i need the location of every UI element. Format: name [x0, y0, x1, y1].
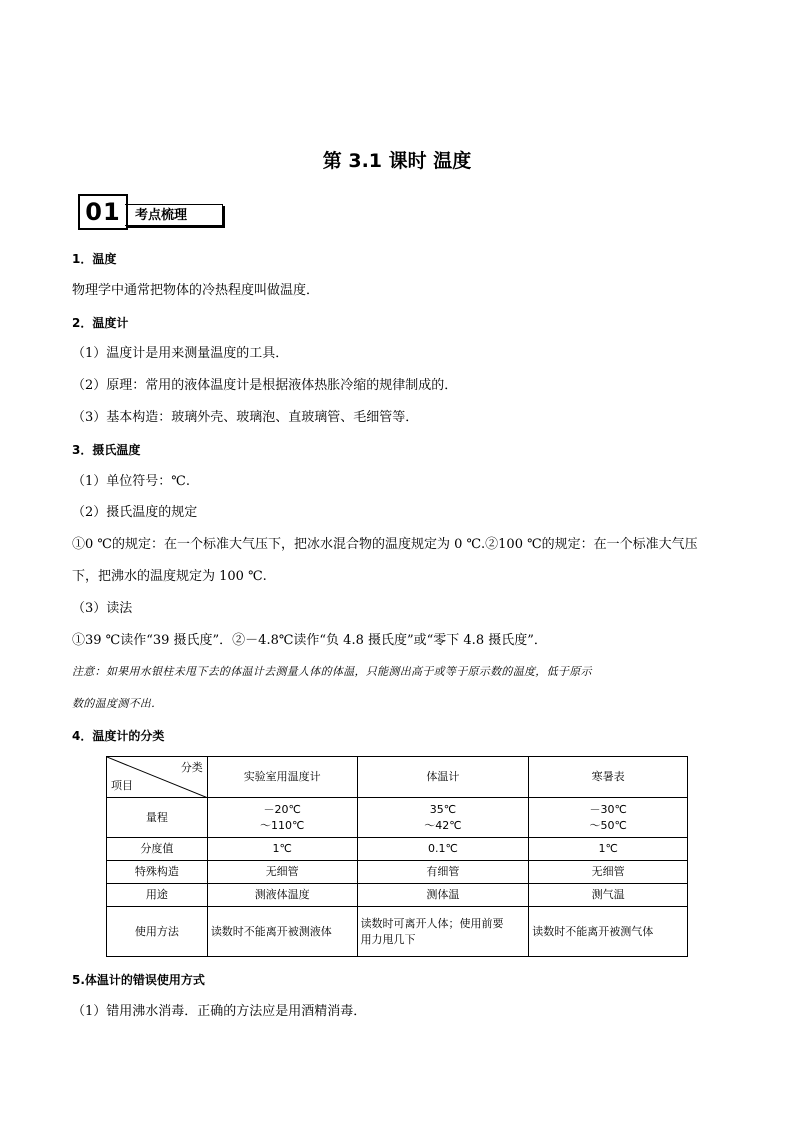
table-cell [357, 798, 529, 838]
row-label: 特殊构造 [107, 861, 208, 884]
section-4-heading: 4．温度计的分类 [72, 729, 165, 743]
table-cell: 1℃ [207, 838, 357, 861]
column-header: 体温计 [357, 757, 529, 798]
badge-number: 01 [78, 194, 128, 230]
table-row [107, 798, 688, 838]
row-label: 分度值 [107, 838, 208, 861]
badge-label: 考点梳理 [125, 204, 223, 226]
section-2-item-2: （2）原理：常用的液体温度计是根据液体热胀冷缩的规律制成的． [72, 378, 458, 393]
table-cell: 无细管 [207, 861, 357, 884]
table-cell: 测液体温度 [207, 884, 357, 907]
table-row [107, 861, 688, 884]
note-line-1: 注意：如果用水银柱未甩下去的体温计去测量人体的体温，只能测出高于或等于原示数的温度，低于原示 [72, 665, 592, 678]
section-1-heading: 1．温度 [72, 252, 117, 266]
section-5-heading: 5.体温计的错误使用方式 [72, 973, 205, 987]
table-cell: 读数时不能离开被测气体 [529, 907, 688, 957]
document-title: 第 3.1 课时 温度 [322, 150, 472, 172]
table-cell: 0.1℃ [357, 838, 529, 861]
cell-line: 读数时可离开人体；使用前要 [360, 916, 504, 930]
cell-line: ～110℃ [260, 818, 305, 832]
row-label: 使用方法 [107, 907, 208, 957]
cell-line: ～42℃ [424, 818, 462, 832]
table-cell: 有细管 [357, 861, 529, 884]
cell-line: －30℃ [589, 802, 627, 816]
table-cell [357, 907, 529, 957]
table-cell: 1℃ [529, 838, 688, 861]
section-3-rule-line-2: 下，把沸水的温度规定为 100 ℃. [72, 569, 267, 584]
cell-line: －20℃ [263, 802, 301, 816]
note-line-2: 数的温度测不出． [72, 697, 163, 710]
cell-line: 用力甩几下 [360, 932, 416, 946]
section-1-text: 物理学中通常把物体的冷热程度叫做温度． [72, 283, 320, 298]
section-3-reading: ①39 ℃读作“39 摄氏度”．②－4.8℃读作“负 4.8 摄氏度”或“零下 4.8 摄氏度”． [72, 633, 547, 648]
section-3-heading: 3．摄氏温度 [72, 443, 141, 457]
table-row [107, 884, 688, 907]
table-header-row [107, 757, 688, 798]
table-corner-cell [107, 757, 208, 798]
section-2-item-3: （3）基本构造：玻璃外壳、玻璃泡、直玻璃管、毛细管等． [72, 410, 419, 425]
table-cell: 无细管 [529, 861, 688, 884]
table-cell: 测体温 [357, 884, 529, 907]
corner-label-category: 分类 [180, 761, 203, 774]
section-5-item-1: （1）错用沸水消毒．正确的方法应是用酒精消毒． [72, 1004, 367, 1019]
cell-line: ～50℃ [589, 818, 627, 832]
table-row [107, 838, 688, 861]
row-label: 用途 [107, 884, 208, 907]
cell-line: 35℃ [429, 802, 457, 816]
table-cell: 读数时不能离开被测液体 [207, 907, 357, 957]
table-row [107, 907, 688, 957]
section-3-rule-line-1: ①0 ℃的规定：在一个标准大气压下，把冰水混合物的温度规定为 0 ℃.②100 ℃的规定：在一个标准大气压 [72, 537, 698, 552]
section-3-item-2: （2）摄氏温度的规定 [72, 505, 198, 520]
table-cell: 测气温 [529, 884, 688, 907]
table-cell [529, 798, 688, 838]
section-2-item-1: （1）温度计是用来测量温度的工具． [72, 346, 289, 361]
corner-label-item: 项目 [111, 779, 133, 792]
section-3-item-3: （3）读法 [72, 601, 133, 616]
table-cell [207, 798, 357, 838]
thermometer-classification-table [106, 756, 688, 957]
column-header: 实验室用温度计 [207, 757, 357, 798]
section-3-item-1: （1）单位符号：℃. [72, 474, 190, 489]
row-label: 量程 [107, 798, 208, 838]
column-header: 寒暑表 [529, 757, 688, 798]
section-2-heading: 2．温度计 [72, 316, 129, 330]
